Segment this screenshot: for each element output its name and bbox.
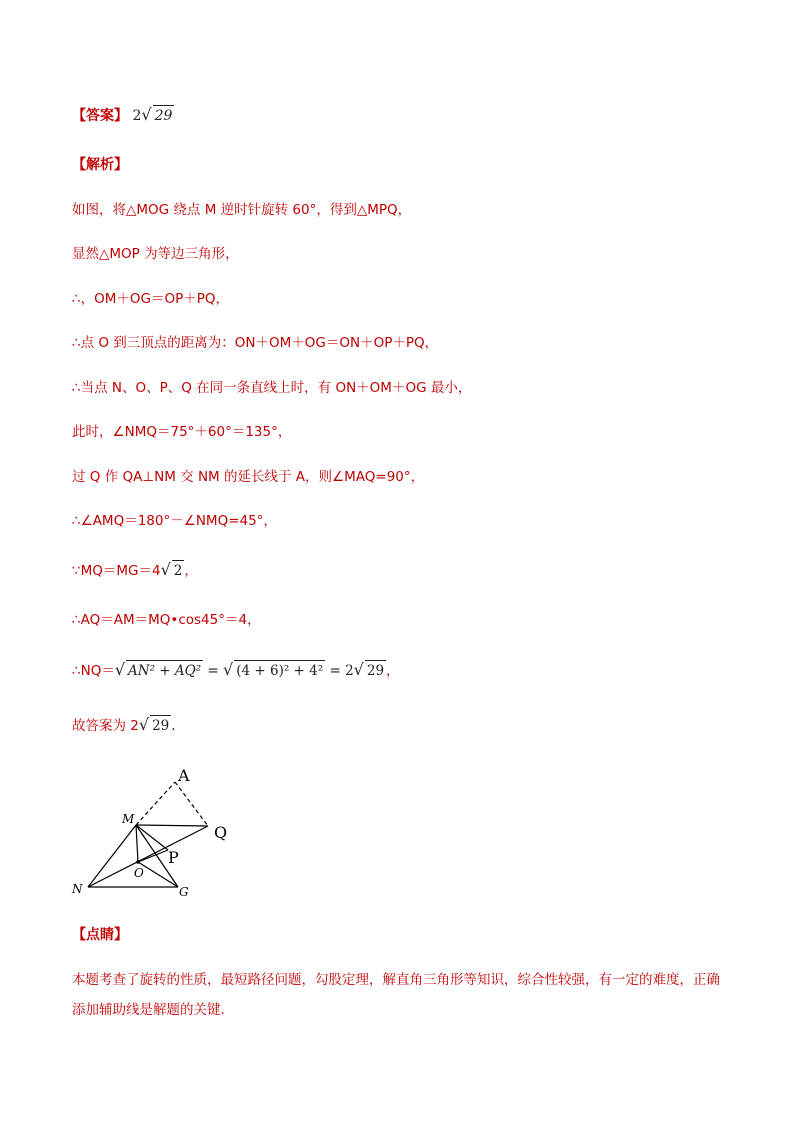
l12-text: 故答案为 2 (72, 718, 139, 734)
analysis-line-2: 显然△MOP 为等边三角形， (72, 246, 239, 262)
l11-sqrt-1: √ AN² + AQ² (114, 660, 202, 679)
analysis-line-12 (72, 715, 176, 736)
answer-radicand: 29 (153, 105, 175, 126)
point-o (136, 860, 140, 864)
l11-eq-2: = 2 (325, 663, 354, 679)
segment-mp (136, 825, 168, 850)
analysis-line-7: 过 Q 作 QA⊥NM 交 NM 的延长线于 A，则∠MAQ=90°， (72, 469, 425, 485)
answer-sqrt: √ 29 (141, 105, 173, 124)
l9-text: ∵MQ＝MG＝4 (72, 563, 161, 579)
l11-radicand-2: (4 + 6)² + 4² (234, 660, 325, 681)
l11-radicand-1: AN² + AQ² (126, 660, 203, 681)
label-o: O (134, 866, 144, 880)
l9-sqrt: √ 2 (160, 560, 183, 579)
segment-mo (136, 825, 138, 862)
geometry-figure (60, 760, 260, 905)
segment-aq (175, 782, 208, 826)
label-q: Q (214, 823, 228, 842)
analysis-line-9 (72, 560, 198, 581)
analysis-line-8: ∴∠AMQ＝180°－∠NMQ=45°， (72, 513, 277, 529)
analysis-line-10: ∴AQ＝AM＝MQ•cos45°＝4， (72, 612, 261, 628)
l11-text: ∴NQ＝ (72, 663, 115, 679)
analysis-line-11 (72, 660, 400, 681)
segment-nq (88, 826, 208, 887)
comment-label: 【点睛】 (72, 927, 128, 943)
segment-op (138, 850, 168, 862)
l9-radicand: 2 (172, 560, 185, 581)
label-a: A (178, 766, 190, 785)
label-n: N (72, 882, 83, 896)
answer-label: 【答案】 (72, 108, 128, 124)
analysis-line-1: 如图，将△MOG 绕点 M 逆时针旋转 60°，得到△MPQ， (72, 202, 412, 218)
l11-post: ， (386, 663, 400, 679)
l11-radicand-3: 29 (365, 660, 386, 681)
analysis-label: 【解析】 (72, 157, 128, 173)
answer-line (72, 105, 174, 126)
l12-post: . (171, 718, 176, 734)
answer-coef: 2 (132, 108, 142, 124)
comment-text: 本题考查了旋转的性质，最短路径问题，勾股定理，解直角三角形等知识，综合性较强，有一定的难度，正确添加辅助线是解题的关键. (72, 972, 720, 1018)
analysis-line-4: ∴点 O 到三顶点的距离为：ON＋OM＋OG＝ON＋OP＋PQ， (72, 335, 439, 351)
segment-mn (88, 825, 136, 887)
label-g: G (179, 885, 189, 899)
label-p: P (168, 848, 179, 867)
answer-value (132, 105, 174, 124)
l12-sqrt: √ 29 (138, 715, 170, 734)
l11-sqrt-3: √ 29 (353, 660, 385, 679)
l9-post: ， (184, 563, 198, 579)
l11-sqrt-2: √ (4 + 6)² + 4² (223, 660, 324, 679)
l12-radicand: 29 (150, 715, 171, 736)
label-m: M (122, 812, 135, 826)
segment-mq (136, 825, 208, 826)
l11-eq-1: = (203, 663, 224, 679)
segment-ma (136, 782, 175, 825)
analysis-line-6: 此时，∠NMQ＝75°＋60°＝135°， (72, 424, 292, 440)
analysis-line-5: ∴当点 N、O、P、Q 在同一条直线上时，有 ON＋OM＋OG 最小， (72, 380, 472, 396)
analysis-line-3: ∴，OM＋OG＝OP＋PQ， (72, 291, 229, 307)
